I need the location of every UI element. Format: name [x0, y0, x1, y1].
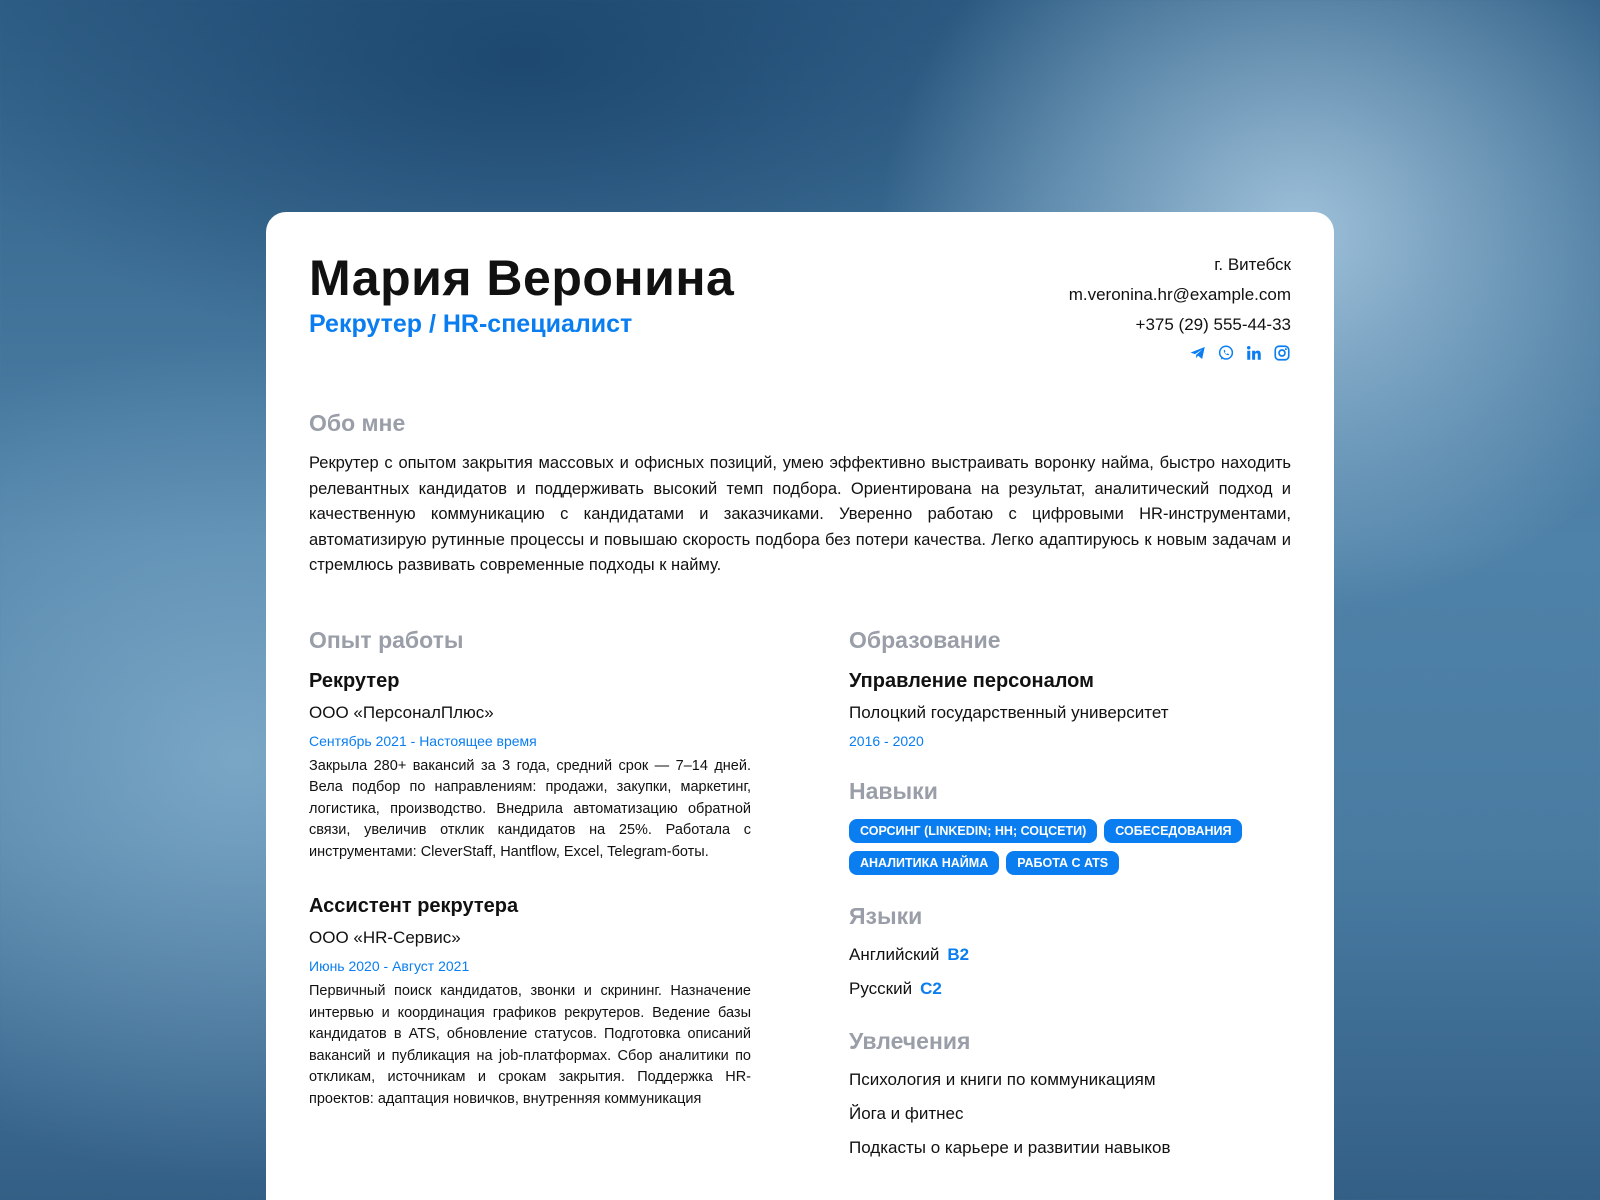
about-title: Обо мне	[309, 410, 406, 436]
resume-card	[266, 212, 1334, 1200]
candidate-name: Мария Веронина	[309, 250, 735, 306]
whatsapp-icon[interactable]	[1217, 344, 1235, 362]
social-links	[1069, 344, 1291, 362]
language-item	[849, 978, 1291, 1000]
contacts-block	[1069, 250, 1291, 362]
education-title: Образование	[849, 626, 1001, 653]
instagram-icon[interactable]	[1273, 344, 1291, 362]
resume-columns	[309, 627, 1291, 1171]
skills-title: Навыки	[849, 777, 938, 804]
job-company: ООО «HR-Сервис»	[309, 928, 461, 947]
skill-chip: СОРСИНГ (LINKEDIN; HH; СОЦСЕТИ)	[849, 819, 1097, 843]
candidate-role: Рекрутер / HR-специалист	[309, 310, 633, 338]
skills-list	[849, 819, 1291, 875]
languages-title: Языки	[849, 902, 923, 929]
right-column	[849, 627, 1291, 1171]
job-entry	[309, 893, 751, 1110]
education-degree: Управление персоналом	[849, 669, 1094, 692]
language-level: B2	[947, 944, 970, 964]
language-name: Русский	[849, 978, 913, 998]
contact-city: г. Витебск	[1214, 255, 1291, 274]
linkedin-icon[interactable]	[1245, 344, 1263, 362]
job-entry	[309, 668, 751, 864]
language-item	[849, 944, 1291, 966]
contact-email[interactable]: m.veronina.hr@example.com	[1068, 285, 1291, 304]
job-position: Ассистент рекрутера	[309, 895, 519, 917]
education-years: 2016 - 2020	[849, 732, 924, 749]
job-company: ООО «ПерсоналПлюс»	[309, 702, 494, 722]
languages-section	[849, 903, 1291, 1000]
skill-chip: АНАЛИТИКА НАЙМА	[849, 851, 999, 875]
job-description: Первичный поиск кандидатов, звонки и скрининг. Назначение интервью и координация графиков рекрутеров. Ведение базы кандидатов в ATS, обновление статусов. Подготовка описаний вакансий и публикация на job-платформах. Сбор аналитики по откликам, источникам и срокам закрытия. Поддержка HR-проектов: адаптация новичков, внутренняя коммуникация	[309, 983, 751, 1107]
name-block	[309, 250, 734, 339]
skill-chip: СОБЕСЕДОВАНИЯ	[1104, 819, 1242, 843]
skill-chip: РАБОТА С ATS	[1006, 851, 1119, 875]
job-position: Рекрутер	[309, 669, 400, 692]
telegram-icon[interactable]	[1189, 344, 1207, 362]
language-level: C2	[920, 978, 942, 998]
contact-phone[interactable]: +375 (29) 555-44-33	[1135, 315, 1291, 334]
hobby-item: Йога и фитнес	[849, 1103, 964, 1123]
experience-section	[309, 627, 751, 1171]
skills-section	[849, 778, 1291, 875]
job-description: Закрыла 280+ вакансий за 3 года, средний срок — 7–14 дней. Вела подбор по направлениям: продажи, закупки, маркетинг, логистика, производство. Внедрила автоматизацию обратной связи, увеличив отклик кандидатов на 25%. Работала с инструментами: CleverStaff, Hantflow, Excel, Telegram-боты.	[309, 757, 751, 860]
about-text: Рекрутер с опытом закрытия массовых и офисных позиций, умею эффективно выстраивать воронку найма, быстро находить релевантных кандидатов и поддерживать высокий темп подбора. Ориентирована на результат, аналитический подход и качественную коммуникацию с кандидатами и заказчиками. Уверенно работаю с цифровыми HR-инструментами, автоматизирую рутинные процессы и повышаю скорость подбора без потери качества. Легко адаптируюсь к новым задачам и стремлюсь развивать современные подходы к найму.	[309, 454, 1291, 574]
resume-header	[309, 250, 1291, 410]
about-section	[309, 410, 1291, 579]
hobby-item: Психология и книги по коммуникациям	[849, 1069, 1156, 1089]
hobbies-title: Увлечения	[849, 1027, 971, 1054]
experience-title: Опыт работы	[309, 626, 464, 653]
education-school: Полоцкий государственный университет	[849, 702, 1169, 722]
education-section	[849, 627, 1291, 750]
hobbies-section	[849, 1028, 1291, 1159]
job-dates: Сентябрь 2021 - Настоящее время	[309, 732, 537, 749]
language-name: Английский	[849, 944, 940, 964]
job-dates: Июнь 2020 - Август 2021	[309, 958, 470, 974]
hobby-item: Подкасты о карьере и развитии навыков	[849, 1137, 1171, 1157]
